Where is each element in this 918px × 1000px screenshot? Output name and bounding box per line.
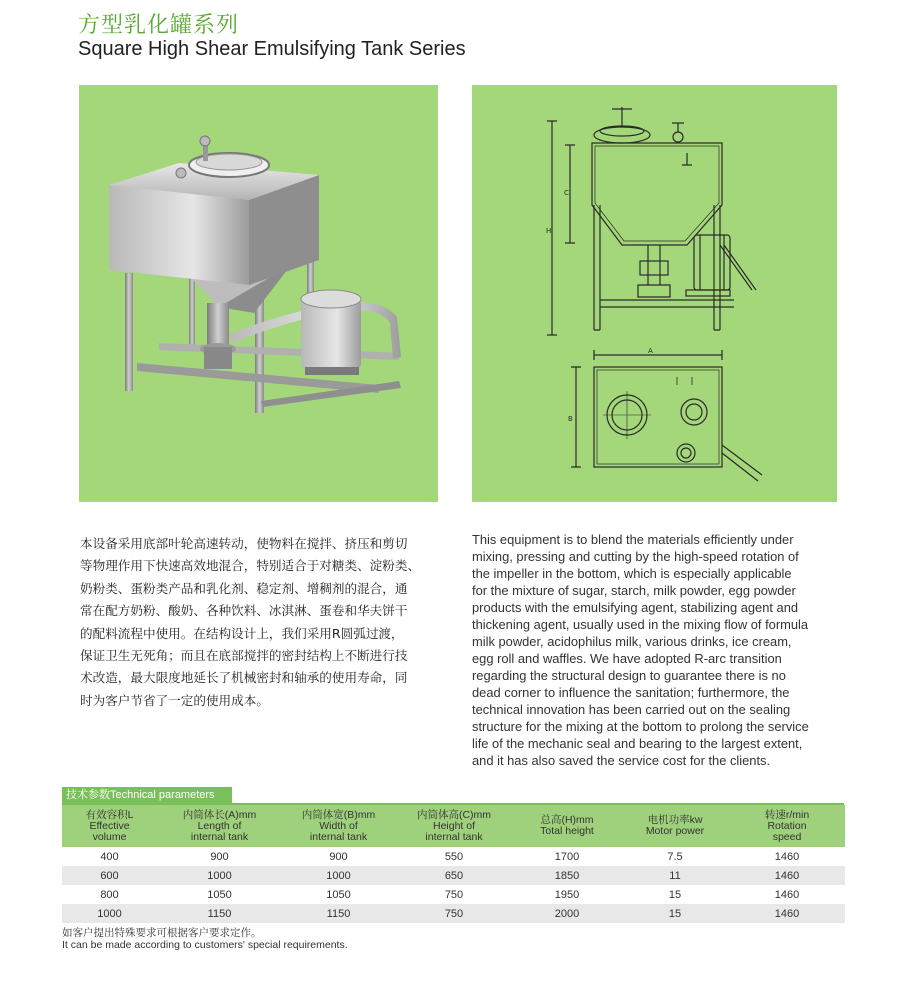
table-cell: 900: [282, 847, 395, 866]
header-line: Effective: [89, 819, 130, 832]
description-en-line: the impeller in the bottom, which is especially applicable: [472, 566, 792, 581]
description-en-line: This equipment is to blend the materials efficiently under: [472, 532, 794, 547]
table-cell: 1950: [513, 885, 621, 904]
table-cell: 900: [157, 847, 282, 866]
description-cn-line: 保证卫生无死角；而且在底部搅拌的密封结构上不断进行技: [80, 648, 408, 664]
header-line: Height of: [432, 819, 476, 832]
header-line: Total height: [540, 825, 594, 837]
description-en-line: regarding the structural design to guarantee there is no: [472, 668, 786, 683]
note-en: It can be made according to customers' special requirements.: [62, 939, 348, 951]
description-cn-line: 的配料流程中使用。在结构设计上，我们采用R圆弧过渡，: [80, 625, 404, 641]
header-line: 总高(H)mm: [540, 814, 594, 826]
technical-drawing-icon: [472, 85, 837, 502]
table-cell: 800: [62, 885, 157, 904]
table-cell: 1150: [157, 904, 282, 923]
table-cell: 750: [395, 904, 513, 923]
header-line: 有效容积L: [85, 808, 134, 821]
table-cell: 15: [621, 904, 729, 923]
header-line: speed: [772, 830, 802, 843]
header-line: volume: [92, 830, 127, 843]
description-en-line: mixing, pressing and cutting by the high-speed rotation of: [472, 549, 799, 564]
params-tab-label: 技术参数Technical parameters: [62, 787, 232, 803]
description-cn-line: 术改造，最大限度地延长了机械密封和轴承的使用寿命，同: [80, 670, 408, 686]
dim-c-label: C: [564, 189, 569, 197]
header-line: 转速r/min: [764, 808, 810, 821]
table-cell: 600: [62, 866, 157, 885]
page-title-en: Square High Shear Emulsifying Tank Series: [78, 38, 466, 60]
table-cell: 1460: [729, 847, 845, 866]
table-row: [62, 904, 845, 923]
description-en-line: and it has also saved the service cost for the clients.: [472, 753, 771, 768]
header-line: 内筒体高(C)mm: [416, 808, 492, 821]
description-cn-line: 本设备采用底部叶轮高速转动，使物料在搅拌、挤压和剪切: [80, 536, 408, 551]
table-cell: 15: [621, 885, 729, 904]
table-cell: 1850: [513, 866, 621, 885]
dim-a-label: A: [648, 347, 653, 355]
table-cell: 1150: [282, 904, 395, 923]
header-line: Motor power: [645, 825, 705, 837]
page-title-cn: 方型乳化罐系列: [78, 13, 240, 38]
header-line: 内筒体宽(B)mm: [301, 808, 376, 821]
table-cell: 1460: [729, 904, 845, 923]
table-cell: 750: [395, 885, 513, 904]
table-cell: 1050: [157, 885, 282, 904]
header-volume: [62, 805, 157, 847]
description-en-line: structure for the mixing at the bottom to prolong the service: [472, 719, 809, 734]
dim-b-label: B: [568, 415, 573, 423]
description-en-line: life of the mechanic seal and bearing to the largest extent,: [472, 736, 803, 751]
header-line: Width of: [319, 819, 358, 832]
description-en: [472, 531, 844, 769]
description-cn-line: 时为客户节省了一定的使用成本。: [80, 692, 269, 708]
header-height: [395, 805, 513, 847]
description-cn-line: 等物理作用下快速高效地混合，特别适合于对糖类、淀粉类、: [80, 558, 421, 574]
table-cell: 550: [395, 847, 513, 866]
description-en-line: dead corner to influence the sanitation; furthermore, the: [472, 685, 790, 700]
header-length: [157, 805, 282, 847]
header-rotation-speed: [729, 805, 845, 847]
table-cell: 1460: [729, 866, 845, 885]
table-cell: 1000: [157, 866, 282, 885]
params-header-row: [62, 805, 845, 847]
table-cell: 2000: [513, 904, 621, 923]
table-cell: 650: [395, 866, 513, 885]
table-cell: 1000: [282, 866, 395, 885]
header-line: internal tank: [309, 830, 368, 843]
table-row: [62, 847, 845, 866]
table-cell: 1000: [62, 904, 157, 923]
header-line: Length of: [197, 819, 242, 832]
table-cell: 1460: [729, 885, 845, 904]
table-row: [62, 885, 845, 904]
header-line: 电机功率kw: [647, 814, 703, 826]
table-cell: 1050: [282, 885, 395, 904]
header-line: internal tank: [425, 830, 483, 843]
description-cn-line: 奶粉类、蛋粉类产品和乳化剂、稳定剂、增稠剂的混合，通: [80, 580, 408, 596]
custom-order-note: [62, 927, 348, 951]
description-en-line: thickening agent, usually used in the mixing flow of formula: [472, 617, 809, 632]
header-line: 内筒体长(A)mm: [182, 808, 257, 821]
description-cn: [80, 533, 450, 712]
table-cell: 11: [621, 866, 729, 885]
header-total-height: [513, 805, 621, 847]
dim-h-label: H: [546, 227, 552, 235]
header-line: internal tank: [190, 830, 249, 843]
table-cell: 1700: [513, 847, 621, 866]
description-cn-line: 常在配方奶粉、酸奶、各种饮料、冰淇淋、蛋卷和华夫饼干: [80, 603, 408, 619]
table-cell: 400: [62, 847, 157, 866]
description-en-line: milk powder, acidophilus milk, various drinks, ice cream,: [472, 634, 792, 649]
header-motor-power: [621, 805, 729, 847]
technical-drawing: [472, 85, 837, 502]
description-en-line: for the mixture of sugar, starch, milk powder, egg powder: [472, 583, 796, 598]
product-photo: [79, 85, 438, 502]
description-en-line: egg roll and waffles. We have adopted R-arc transition: [472, 651, 782, 666]
table-cell: 7.5: [621, 847, 729, 866]
description-en-line: technical innovation has been carried out on the sealing: [472, 702, 791, 717]
description-en-line: products with the emulsifying agent, stabilizing agent and: [472, 600, 799, 615]
header-line: Rotation: [767, 819, 807, 832]
params-table: [62, 805, 845, 923]
stainless-tank-photo-icon: [79, 85, 438, 502]
note-cn: 如客户提出特殊要求可根据客户要求定作。: [62, 927, 262, 939]
table-row: [62, 866, 845, 885]
header-width: [282, 805, 395, 847]
